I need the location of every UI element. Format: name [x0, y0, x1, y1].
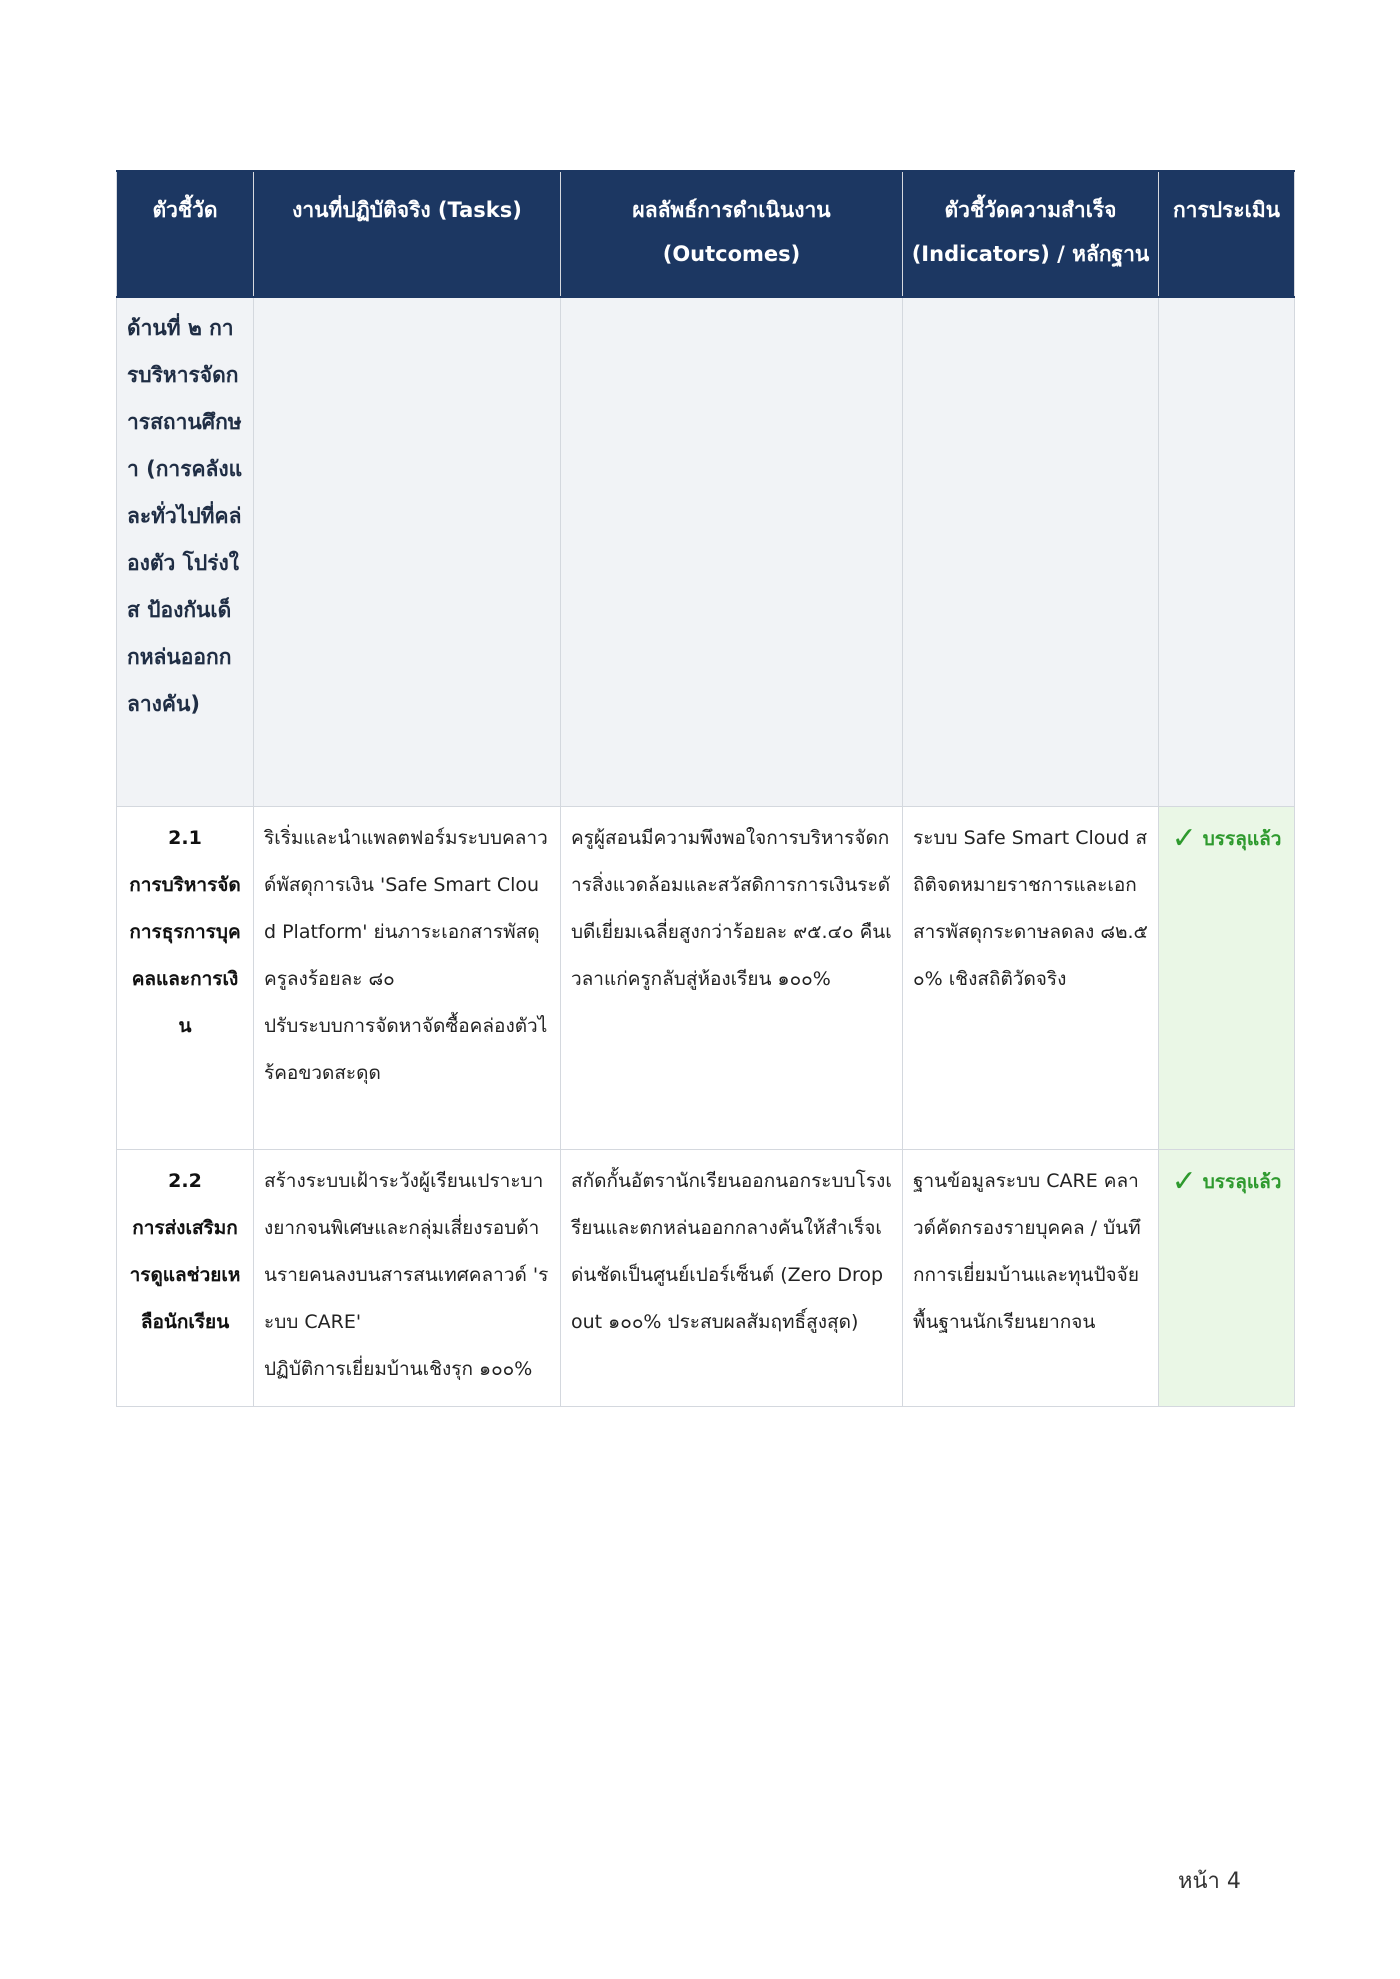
task-item: ปฏิบัติการเยี่ยมบ้านเชิงรุก ๑๐๐%	[264, 1358, 533, 1380]
section-empty-cell	[561, 297, 903, 807]
page-number: หน้า 4	[1178, 1869, 1241, 1894]
header-indicator: ตัวชี้วัด	[117, 171, 254, 297]
table-row	[117, 1150, 1295, 1407]
indicator-name: การบริหารจัดการธุรการบุคคลและการเงิน	[129, 874, 241, 1037]
indicator-code: 2.1	[168, 827, 202, 849]
task-item: ริเริ่มและนำแพลตฟอร์มระบบคลาวด์พัสดุการเงิน 'Safe Smart Cloud Platform' ย่นภาระเอกสารพัสดุครูลงร้อยละ ๘๐	[264, 827, 548, 990]
indicator-table	[116, 170, 1295, 1407]
outcomes-cell: สกัดกั้นอัตรานักเรียนออกนอกระบบโรงเรียนและตกหล่นออกกลางคันให้สำเร็จเด่นชัดเป็นศูนย์เปอร์เซ็นต์ (Zero Dropout ๑๐๐% ประสบผลสัมฤทธิ์สูงสุด)	[561, 1150, 903, 1407]
tasks-cell	[254, 807, 561, 1150]
header-tasks: งานที่ปฏิบัติจริง (Tasks)	[254, 171, 561, 297]
evaluation-label: บรรลุแล้ว	[1202, 828, 1282, 850]
indicator-cell	[117, 1150, 254, 1407]
evaluation-badge	[1171, 1164, 1282, 1199]
evaluation-cell	[1159, 807, 1295, 1150]
section-empty-cell	[903, 297, 1159, 807]
check-icon: ✓	[1171, 1164, 1197, 1199]
section-title-cell	[117, 297, 254, 807]
section-row	[117, 297, 1295, 807]
section-empty-cell	[1159, 297, 1295, 807]
tasks-cell	[254, 1150, 561, 1407]
success-indicators-cell: ระบบ Safe Smart Cloud สถิติจดหมายราชการและเอกสารพัสดุกระดาษลดลง ๘๒.๕๐% เชิงสถิติวัดจริง	[903, 807, 1159, 1150]
evaluation-cell	[1159, 1150, 1295, 1407]
indicator-code: 2.2	[168, 1170, 202, 1192]
task-item: สร้างระบบเฝ้าระวังผู้เรียนเปราะบางยากจนพิเศษและกลุ่มเสี่ยงรอบด้านรายคนลงบนสารสนเทศคลาวด์ 'ระบบ CARE'	[264, 1170, 549, 1333]
outcomes-cell: ครูผู้สอนมีความพึงพอใจการบริหารจัดการสิ่งแวดล้อมและสวัสดิการการเงินระดับดีเยี่ยมเฉลี่ยสูงกว่าร้อยละ ๙๕.๔๐ คืนเวลาแก่ครูกลับสู่ห้องเรียน ๑๐๐%	[561, 807, 903, 1150]
header-success-indicators: ตัวชี้วัดความสำเร็จ (Indicators) / หลักฐาน	[903, 171, 1159, 297]
table-row	[117, 807, 1295, 1150]
section-empty-cell	[254, 297, 561, 807]
success-indicators-cell: ฐานข้อมูลระบบ CARE คลาวด์คัดกรองรายบุคคล / บันทึกการเยี่ยมบ้านและทุนปัจจัยพื้นฐานนักเรียนยากจน	[903, 1150, 1159, 1407]
table-header-row	[117, 171, 1295, 297]
header-evaluation: การประเมิน	[1159, 171, 1295, 297]
evaluation-badge	[1171, 821, 1282, 856]
evaluation-label: บรรลุแล้ว	[1202, 1171, 1282, 1193]
section-title: ด้านที่ ๒ การบริหารจัดการสถานศึกษา (การคลังและทั่วไปที่คล่องตัว โปร่งใส ป้องกันเด็กหล่นออกกลางคัน)	[127, 316, 243, 716]
indicator-name: การส่งเสริมการดูแลช่วยเหลือนักเรียน	[129, 1217, 241, 1333]
task-item: ปรับระบบการจัดหาจัดซื้อคล่องตัวไร้คอขวดสะดุด	[264, 1015, 548, 1084]
check-icon: ✓	[1171, 821, 1197, 856]
indicator-cell	[117, 807, 254, 1150]
header-outcomes: ผลลัพธ์การดำเนินงาน (Outcomes)	[561, 171, 903, 297]
